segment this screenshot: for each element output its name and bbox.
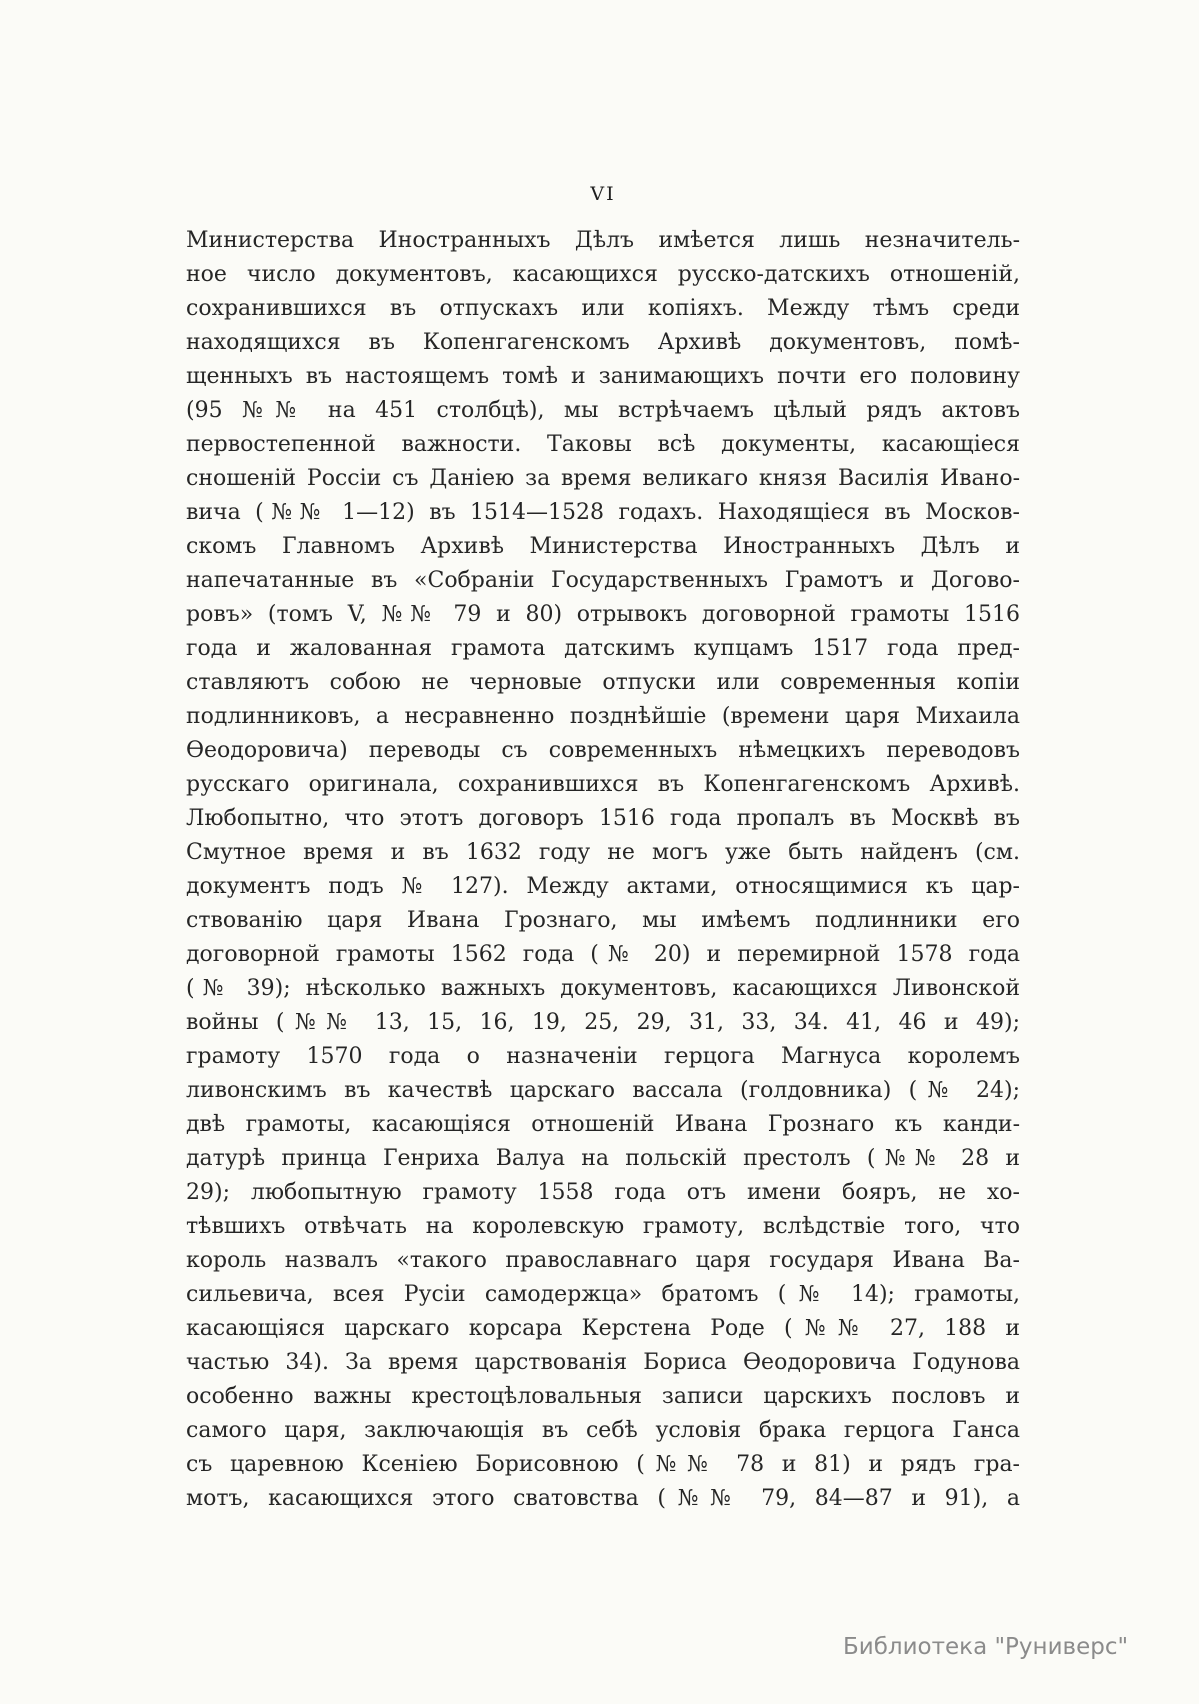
text-line: Любопытно, что этотъ договоръ 1516 года пропалъ въ Москвѣ въ bbox=[186, 806, 1020, 831]
text-line: русскаго оригинала, сохранившихся въ Копенгагенскомъ Архивѣ. bbox=[186, 772, 1020, 797]
text-line: частью 34). За время царствованія Бориса Ѳеодоровича Годунова bbox=[186, 1350, 1020, 1375]
text-line: скомъ Главномъ Архивѣ Министерства Иностранныхъ Дѣлъ и bbox=[186, 534, 1020, 559]
paragraph-textblock bbox=[186, 224, 1020, 1516]
text-line: съ царевною Ксеніею Борисовною (№№ 78 и 81) и рядъ гра- bbox=[186, 1452, 1020, 1477]
text-line: ставляютъ собою не черновые отпуски или современныя копіи bbox=[186, 670, 1020, 695]
text-line: Министерства Иностранныхъ Дѣлъ имѣется лишь незначитель- bbox=[186, 228, 1020, 253]
text-line: особенно важны крестоцѣловальныя записи царскихъ пословъ и bbox=[186, 1384, 1020, 1409]
text-line: мотъ, касающихся этого сватовства (№№ 79, 84—87 и 91), а bbox=[186, 1486, 1020, 1511]
text-line: датурѣ принца Генриха Валуа на польскій престолъ (№№ 28 и bbox=[186, 1146, 1020, 1171]
text-line: ствованію царя Ивана Грознаго, мы имѣемъ подлинники его bbox=[186, 908, 1020, 933]
text-line: сохранившихся въ отпускахъ или копіяхъ. Между тѣмъ среди bbox=[186, 296, 1020, 321]
text-line: двѣ грамоты, касающіяся отношеній Ивана Грознаго къ канди- bbox=[186, 1112, 1020, 1137]
text-line: щенныхъ въ настоящемъ томѣ и занимающихъ почти его половину bbox=[186, 364, 1020, 389]
text-line: ливонскимъ въ качествѣ царскаго вассала (голдовника) (№ 24); bbox=[186, 1078, 1020, 1103]
text-line: тѣвшихъ отвѣчать на королевскую грамоту, вслѣдствіе того, что bbox=[186, 1214, 1020, 1239]
text-line: самого царя, заключающія въ себѣ условія брака герцога Ганса bbox=[186, 1418, 1020, 1443]
text-line: вича (№№ 1—12) въ 1514—1528 годахъ. Находящіеся въ Москов- bbox=[186, 500, 1020, 525]
text-line: подлинниковъ, а несравненно позднѣйшіе (времени царя Михаила bbox=[186, 704, 1020, 729]
text-line: (№ 39); нѣсколько важныхъ документовъ, касающихся Ливонской bbox=[186, 976, 1020, 1001]
text-line: касающіяся царскаго корсара Керстена Роде (№№ 27, 188 и bbox=[186, 1316, 1020, 1341]
text-line: (95 №№ на 451 столбцѣ), мы встрѣчаемъ цѣлый рядъ актовъ bbox=[186, 398, 1020, 423]
text-line: ровъ» (томъ V, №№ 79 и 80) отрывокъ договорной грамоты 1516 bbox=[186, 602, 1020, 627]
text-line: сильевича, всея Русіи самодержца» братомъ (№ 14); грамоты, bbox=[186, 1282, 1020, 1307]
text-line: документъ подъ № 127). Между актами, относящимися къ цар- bbox=[186, 874, 1020, 899]
text-line: первостепенной важности. Таковы всѣ документы, касающіеся bbox=[186, 432, 1020, 457]
text-line: напечатанные въ «Собраніи Государственныхъ Грамотъ и Догово- bbox=[186, 568, 1020, 593]
text-line: находящихся въ Копенгагенскомъ Архивѣ документовъ, помѣ- bbox=[186, 330, 1020, 355]
library-watermark: Библиотека "Руниверс" bbox=[843, 1634, 1129, 1660]
text-line: года и жалованная грамота датскимъ купцамъ 1517 года пред- bbox=[186, 636, 1020, 661]
text-line: грамоту 1570 года о назначеніи герцога Магнуса королемъ bbox=[186, 1044, 1020, 1069]
text-line: король назвалъ «такого православнаго царя государя Ивана Ва- bbox=[186, 1248, 1020, 1273]
text-line: 29); любопытную грамоту 1558 года отъ имени бояръ, не хо- bbox=[186, 1180, 1020, 1205]
text-line: сношеній Россіи съ Даніею за время великаго князя Василія Ивано- bbox=[186, 466, 1020, 491]
text-line: договорной грамоты 1562 года (№ 20) и перемирной 1578 года bbox=[186, 942, 1020, 967]
page-number: VI bbox=[590, 183, 616, 205]
text-line: войны (№№ 13, 15, 16, 19, 25, 29, 31, 33, 34. 41, 46 и 49); bbox=[186, 1010, 1020, 1035]
text-line: Ѳеодоровича) переводы съ современныхъ нѣмецкихъ переводовъ bbox=[186, 738, 1020, 763]
text-line: Смутное время и въ 1632 году не могъ уже быть найденъ (см. bbox=[186, 840, 1020, 865]
text-line: ное число документовъ, касающихся русско-датскихъ отношеній, bbox=[186, 262, 1020, 287]
